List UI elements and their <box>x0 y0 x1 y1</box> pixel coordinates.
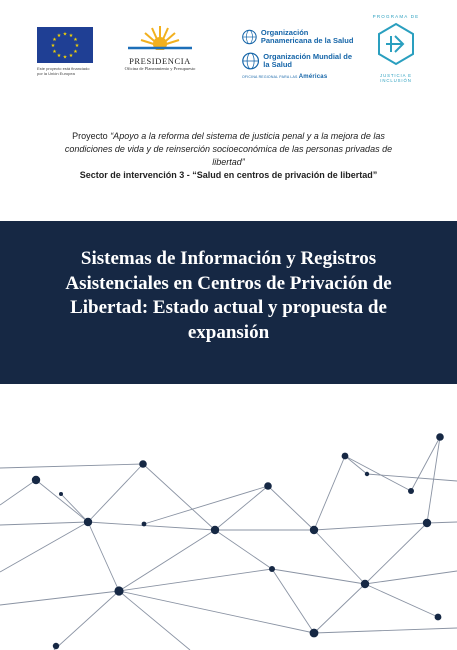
project-title: “Apoyo a la reforma del sistema de justicia penal y a la mejora de las condiciones de vida y de reinserción socioeconómica de las personas privadas de libertad” <box>64 131 393 167</box>
sun-icon <box>122 24 198 50</box>
svg-text:★: ★ <box>52 37 57 43</box>
sector-label: Sector de intervención 3 - “Salud en centros de privación de libertad” <box>79 170 378 180</box>
eu-flag-icon <box>37 27 93 63</box>
network-lines <box>0 437 457 650</box>
project-prefix: Proyecto <box>72 131 111 141</box>
project-description <box>50 130 407 182</box>
ops-oms-logo <box>242 25 357 85</box>
eu-logo <box>37 27 93 79</box>
presidencia-name: PRESIDENCIA <box>129 56 191 66</box>
svg-text:★: ★ <box>62 31 68 38</box>
svg-text:★: ★ <box>73 37 78 43</box>
svg-text:★: ★ <box>56 53 62 59</box>
eu-caption: Este proyecto está financiado por la Unión Europea <box>37 66 90 76</box>
svg-text:★: ★ <box>50 43 56 49</box>
svg-text:★: ★ <box>52 49 57 55</box>
title-banner <box>0 221 457 384</box>
hexagon-arrow-icon <box>376 22 416 66</box>
document-title: Sistemas de Información y Registros Asistenciales en Centros de Privación de Libertad: Estado actual y propuesta de expansión <box>65 248 392 343</box>
logo-bar <box>0 0 457 110</box>
svg-text:★: ★ <box>68 33 74 39</box>
globe-icon <box>242 26 257 48</box>
network-graphic <box>0 410 457 650</box>
globe-icon <box>242 50 259 72</box>
svg-text:★: ★ <box>68 53 74 59</box>
svg-text:★: ★ <box>73 49 78 55</box>
svg-text:★: ★ <box>56 33 62 39</box>
presidencia-logo <box>122 24 198 80</box>
ops-footer: OFICINA REGIONAL PARA LAS <box>242 75 298 79</box>
ops-name: Organización Panamericana de la Salud <box>260 28 354 45</box>
presidencia-subtitle: Oficina de Planeamiento y Presupuesto <box>124 66 196 71</box>
programa-bottom-text: JUSTICIA E INCLUSIÓN <box>380 73 412 83</box>
programa-top-text: PROGRAMA DE <box>372 14 420 19</box>
oms-name: Organización Mundial de la Salud <box>263 52 353 69</box>
svg-text:★: ★ <box>62 54 68 61</box>
programa-logo <box>365 14 427 88</box>
ops-americas: Américas <box>298 74 328 80</box>
svg-text:★: ★ <box>74 43 80 49</box>
